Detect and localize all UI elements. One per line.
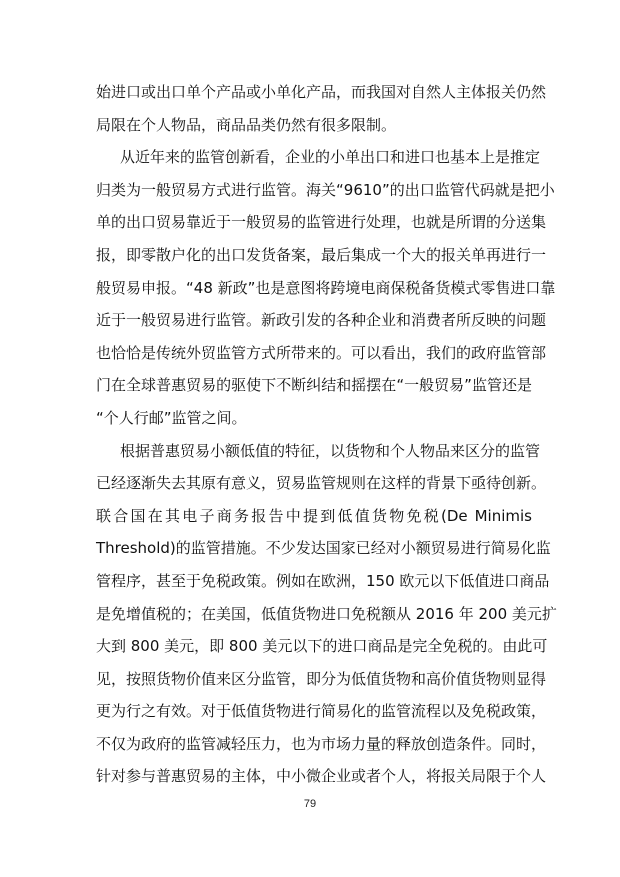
text-line: 更为行之有效。对于低值货物进行简易化的监管流程以及免税政策， bbox=[96, 702, 547, 721]
text-line: 已经逐渐失去其原有意义，贸易监管规则在这样的背景下亟待创新。 bbox=[96, 474, 547, 493]
text-line: 报，即零散户化的出口发货备案，最后集成一个大的报关单再进行一 bbox=[96, 245, 547, 264]
text-line: 门在全球普惠贸易的驱使下不断纠结和摇摆在“一般贸易”监管还是 bbox=[96, 376, 532, 395]
text-line: 近于一般贸易进行监管。新政引发的各种企业和消费者所反映的问题 bbox=[96, 311, 547, 330]
paragraph-first-line: 从近年来的监管创新看，企业的小单出口和进口也基本上是推定 bbox=[120, 148, 541, 167]
text-line: “个人行邮”监管之间。 bbox=[96, 408, 247, 427]
page-number: 79 bbox=[303, 798, 317, 810]
text-line: 针对参与普惠贸易的主体，中小微企业或者个人，将报关局限于个人 bbox=[96, 767, 547, 786]
text-line: 管程序，甚至于免税政策。例如在欧洲，150 欧元以下低值进口商品 bbox=[96, 571, 550, 590]
text-line: 见，按照货物价值来区分监管，即分为低值货物和高价值货物则显得 bbox=[96, 669, 547, 688]
text-line: 大到 800 美元，即 800 美元以下的进口商品是完全免税的。由此可 bbox=[96, 637, 548, 656]
text-line: 联合国在其电子商务报告中提到低值货物免税(De Minimis bbox=[96, 506, 532, 525]
text-line: 般贸易申报。“48 新政”也是意图将跨境电商保税备货模式零售进口靠 bbox=[96, 278, 556, 297]
paragraph-first-line: 根据普惠贸易小额低值的特征，以货物和个人物品来区分的监管 bbox=[120, 441, 541, 460]
text-line: 不仅为政府的监管减轻压力，也为市场力量的释放创造条件。同时， bbox=[96, 734, 547, 753]
text-line: 单的出口贸易靠近于一般贸易的监管进行处理，也就是所谓的分送集 bbox=[96, 213, 547, 232]
text-line: 是免增值税的；在美国，低值货物进口免税额从 2016 年 200 美元扩 bbox=[96, 604, 557, 623]
text-line: 始进口或出口单个产品或小单化产品，而我国对自然人主体报关仍然 bbox=[96, 83, 547, 101]
body-text bbox=[96, 76, 557, 793]
text-line: 归类为一般贸易方式进行监管。海关“9610”的出口监管代码就是把小 bbox=[96, 180, 555, 199]
text-line: 也恰恰是传统外贸监管方式所带来的。可以看出，我们的政府监管部 bbox=[96, 343, 547, 362]
text-line: Threshold)的监管措施。不少发达国家已经对小额贸易进行简易化监 bbox=[96, 539, 551, 558]
text-line: 局限在个人物品，商品品类仍然有很多限制。 bbox=[96, 115, 397, 134]
